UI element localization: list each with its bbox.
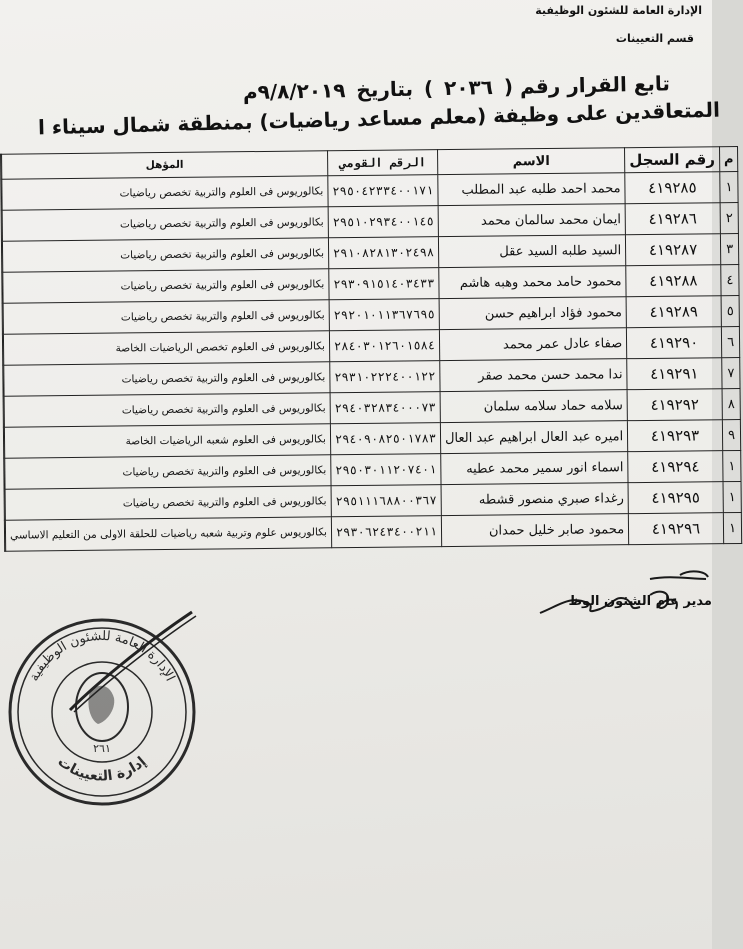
qualification: بكالوريوس فى العلوم والتربية تخصص رياضيات: [2, 207, 328, 241]
row-number: ١: [723, 450, 742, 481]
national-id: ٢٩١٠٨٢٨١٣٠٢٤٩٨: [328, 237, 438, 269]
registry-number: ٤١٩٢٨٦: [625, 203, 720, 235]
row-number: ١: [720, 172, 739, 203]
header-qual: المؤهل: [2, 151, 328, 179]
decision-date-label: بتاريخ: [356, 76, 414, 102]
row-number: ٩: [722, 419, 741, 450]
registry-number: ٤١٩٢٨٥: [625, 172, 720, 204]
seal-number: ٢٦١: [93, 742, 111, 755]
person-name: سلامه حماد سلامه سلمان: [440, 390, 627, 423]
row-number: ٨: [722, 388, 741, 419]
seal-outer-text: الإدارة العامة للشئون الوظيفية: [26, 628, 178, 684]
qualification: بكالوريوس فى العلوم والتربية تخصص رياضيات: [3, 300, 329, 334]
qualification: بكالوريوس فى العلوم والتربية تخصص رياضيات: [2, 238, 328, 272]
registry-number: ٤١٩٢٩٠: [627, 327, 722, 359]
national-id: ٢٨٤٠٣٠١٢٦٠١٥٨٤: [329, 330, 439, 362]
person-name: رغداء صبري منصور قشطه: [441, 483, 628, 516]
qualification: بكالوريوس علوم وتربية شعبه رياضيات للحلقة الاولى من التعليم الاساسي: [5, 517, 331, 551]
person-name: صفاء عادل عمر محمد: [439, 328, 626, 361]
registry-number: ٤١٩٢٩٦: [628, 513, 723, 545]
seal-bottom-text: إدارة التعيينات: [54, 753, 150, 785]
row-number: ٦: [721, 326, 740, 357]
registry-number: ٤١٩٢٩٥: [628, 482, 723, 514]
header-reg: رقم السجل: [625, 147, 720, 173]
person-name: محمود حامد محمد وهبه هاشم: [439, 266, 626, 299]
row-number: ١: [723, 481, 742, 512]
national-id: ٢٩٢٠١٠١١٣٦٧٦٩٥: [329, 299, 439, 331]
national-id: ٢٩٤٠٣٢٨٣٤٠٠٠٧٣: [330, 392, 440, 424]
header-no: م: [719, 147, 738, 172]
qualification: بكالوريوس فى العلوم والتربية تخصص رياضيات: [2, 176, 328, 210]
qualification: بكالوريوس فى العلوم والتربية تخصص رياضيات: [4, 362, 330, 396]
director-title: مدير عام الشئون الوظ: [568, 594, 712, 609]
qualification: بكالوريوس فى العلوم والتربية تخصص رياضيات: [3, 269, 329, 303]
row-number: ١: [723, 512, 742, 543]
letterhead: [535, 4, 702, 47]
row-number: ٣: [720, 234, 739, 265]
row-number: ٧: [722, 357, 741, 388]
decision-prefix: تابع القرار رقم (: [503, 71, 671, 99]
qualification: بكالوريوس فى العلوم تخصص الرياضيات الخاصة: [3, 331, 329, 365]
registry-number: ٤١٩٢٩٤: [628, 451, 723, 483]
person-name: محمد احمد طلبه عبد المطلب: [438, 173, 625, 206]
person-name: السيد طلبه السيد عقل: [438, 235, 625, 268]
registry-number: ٤١٩٢٩١: [627, 358, 722, 390]
national-id: ٢٩٥١٠٢٩٣٤٠٠١٤٥: [328, 206, 438, 238]
decision-close: ): [423, 76, 434, 101]
person-name: ندا محمد حسن محمد صقر: [440, 359, 627, 392]
decision-date: ٩/٨/٢٠١٩م: [242, 78, 346, 105]
registry-number: ٤١٩٢٩٢: [627, 389, 722, 421]
registry-number: ٤١٩٢٨٩: [626, 296, 721, 328]
qualification: بكالوريوس فى العلوم شعبه الرياضيات الخاصة: [4, 424, 330, 458]
person-name: ايمان محمد سالمان محمد: [438, 204, 625, 237]
national-id: ٢٩٥٠٣٠١١٢٠٧٤٠١: [331, 454, 441, 486]
national-id: ٢٩٥١١١٦٨٨٠٠٣٦٧: [331, 485, 441, 517]
qualification: بكالوريوس فى العلوم والتربية تخصص رياضيات: [5, 486, 331, 520]
national-id: ٢٩٤٠٩٠٨٢٥٠١٧٨٣: [330, 423, 440, 455]
national-id: ٢٩٣٠٦٢٤٣٤٠٠٢١١: [331, 516, 441, 548]
person-name: محمود فؤاد ابراهيم حسن: [439, 297, 626, 330]
person-name: اميره عبد العال ابراهيم عبد العال: [440, 421, 627, 454]
qualification: بكالوريوس فى العلوم والتربية تخصص رياضيات: [5, 455, 331, 489]
row-number: ٥: [721, 295, 740, 326]
header-nid: الرقم القومي: [327, 150, 437, 176]
registry-number: ٤١٩٢٩٣: [628, 420, 723, 452]
decision-subject: المتعاقدين على وظيفة (معلم مساعد رياضيات) بمنطقة شمال سيناء ا: [37, 97, 721, 140]
table-row: [4, 512, 742, 551]
row-number: ٢: [720, 203, 739, 234]
qualification: بكالوريوس فى العلوم والتربية تخصص رياضيات: [4, 393, 330, 427]
appointees-table: [0, 146, 742, 552]
national-id: ٢٩٣١٠٢٢٢٤٠٠١٢٢: [330, 361, 440, 393]
registry-number: ٤١٩٢٨٧: [626, 234, 721, 266]
national-id: ٢٩٥٠٤٢٣٣٤٠٠١٧١: [328, 175, 438, 207]
header-name: الاسم: [438, 148, 625, 175]
person-name: اسماء انور سمير محمد عطيه: [441, 452, 628, 485]
row-number: ٤: [721, 264, 740, 295]
registry-number: ٤١٩٢٨٨: [626, 265, 721, 297]
pen-strokes: [60, 600, 200, 720]
org-name: الإدارة العامة للشئون الوظيفية: [535, 4, 702, 17]
decision-number: ٢٠٣٦: [443, 75, 494, 101]
person-name: محمود صابر خليل حمدان: [441, 514, 628, 547]
svg-text:إدارة التعيينات: [55, 754, 150, 785]
dept-name: قسم التعيينات: [615, 31, 694, 45]
national-id: ٢٩٣٠٩١٥١٤٠٣٤٣٣: [329, 268, 439, 300]
